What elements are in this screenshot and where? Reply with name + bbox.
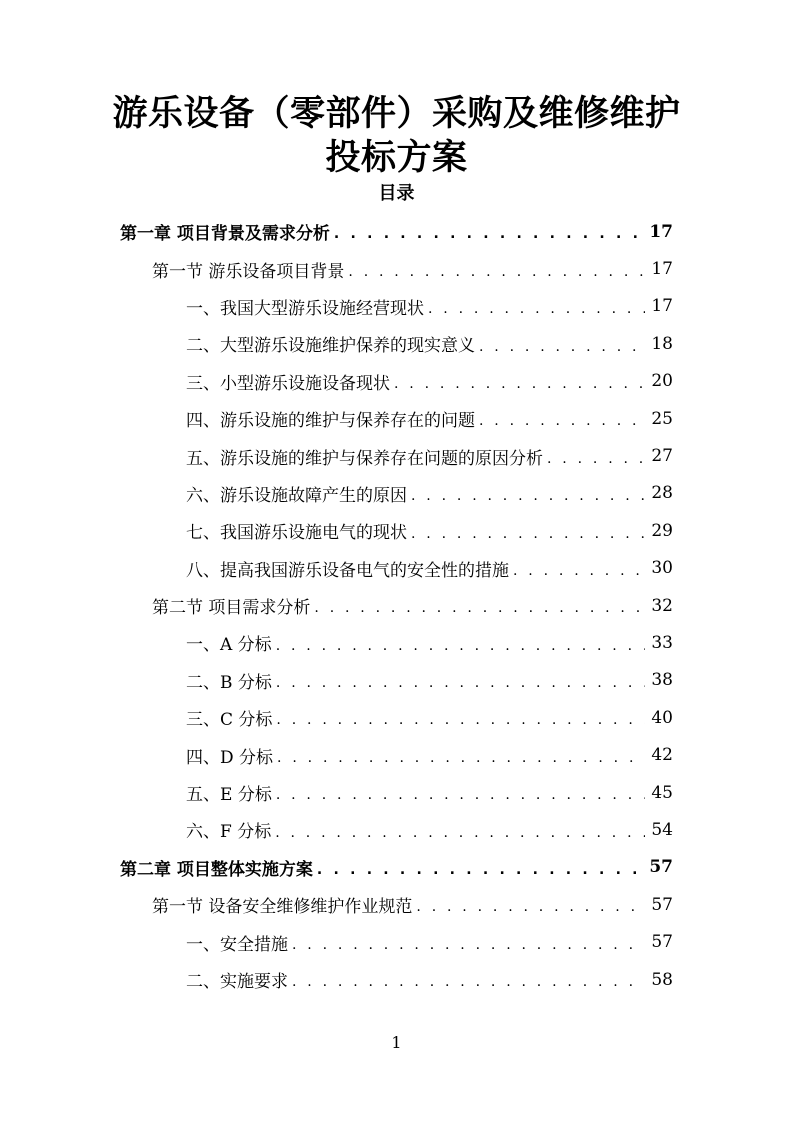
toc-entry-page: 30 [651,558,673,579]
toc-entry-item[interactable] [0,923,793,960]
toc-entry-title: 四、D 分标 [186,747,274,768]
toc-entry-title: 第一节 设备安全维修维护作业规范 [152,897,413,918]
toc-entry-title: 一、我国大型游乐设施经营现状 [186,298,424,319]
toc-dot-leader [513,564,645,587]
toc-entry-page: 38 [651,670,673,691]
toc-dot-leader [547,452,645,475]
toc-dot-leader [428,302,645,325]
toc-entry-item[interactable] [0,624,793,661]
toc-entry-item[interactable] [0,961,793,998]
toc-entry-page: 20 [651,371,673,392]
toc-entry-title: 三、小型游乐设施设备现状 [186,373,390,394]
toc-entry-title: 六、游乐设施故障产生的原因 [186,485,407,506]
toc-entry-chapter-2[interactable] [0,849,793,886]
toc-entry-page: 58 [651,969,673,990]
toc-entry-item[interactable] [0,699,793,736]
page-number: 1 [391,1033,402,1052]
toc-entry-section[interactable] [0,886,793,923]
document-title-line-2: 投标方案 [325,138,468,178]
toc-entry-title: 第一章 项目背景及需求分析 [120,224,330,245]
toc-dot-leader [276,676,645,699]
toc-entry-title: 二、大型游乐设施维护保养的现实意义 [186,336,475,357]
toc-entry-page: 32 [651,595,673,616]
toc-dot-leader [292,938,645,961]
toc-entry-item[interactable] [0,325,793,362]
toc-entry-item[interactable] [0,736,793,773]
toc-dot-leader [411,527,645,550]
toc-entry-title: 四、游乐设施的维护与保养存在的问题 [186,411,475,432]
toc-entry-page: 25 [651,408,673,429]
toc-entry-page: 45 [651,782,673,803]
toc-dot-leader [292,975,645,998]
toc-entry-page: 54 [651,819,673,840]
toc-dot-leader [275,826,645,849]
toc-dot-leader [416,900,645,923]
toc-entry-page: 17 [651,259,673,280]
document-title-line-1: 游乐设备（零部件）采购及维修维护 [112,94,681,134]
toc-dot-leader [394,377,645,400]
toc-dot-leader [276,788,645,811]
toc-entry-item[interactable] [0,475,793,512]
toc-entry-chapter-1[interactable] [0,213,793,250]
toc-entry-title: 八、提高我国游乐设备电气的安全性的措施 [186,560,509,581]
toc-entry-page: 40 [651,707,673,728]
toc-dot-leader [276,713,645,736]
table-of-contents [0,213,793,998]
toc-entry-title: 第二章 项目整体实施方案 [120,859,313,880]
toc-entry-title: 五、E 分标 [186,785,272,806]
toc-entry-item[interactable] [0,288,793,325]
toc-entry-item[interactable] [0,512,793,549]
toc-entry-page: 57 [651,932,673,953]
toc-entry-page: 18 [651,333,673,354]
toc-entry-page: 33 [651,632,673,653]
toc-dot-leader [479,340,645,363]
toc-entry-page: 57 [649,857,673,878]
toc-entry-item[interactable] [0,437,793,474]
toc-entry-section[interactable] [0,587,793,624]
toc-entry-item[interactable] [0,363,793,400]
toc-dot-leader [314,601,645,624]
toc-entry-title: 第一节 游乐设备项目背景 [152,261,345,282]
toc-entry-item[interactable] [0,811,793,848]
toc-entry-section[interactable] [0,250,793,287]
toc-entry-page: 57 [651,894,673,915]
toc-entry-title: 五、游乐设施的维护与保养存在问题的原因分析 [186,448,543,469]
toc-entry-title: 一、A 分标 [186,635,272,656]
toc-entry-item[interactable] [0,400,793,437]
toc-entry-page: 29 [651,520,673,541]
toc-entry-title: 第二节 项目需求分析 [152,598,311,619]
toc-dot-leader [277,751,645,774]
toc-entry-title: 二、实施要求 [186,972,288,992]
toc-dot-leader [411,489,645,512]
toc-entry-page: 28 [651,483,673,504]
toc-entry-page: 27 [651,446,673,467]
toc-entry-item[interactable] [0,662,793,699]
toc-dot-leader [334,227,643,250]
toc-dot-leader [276,639,645,662]
toc-entry-page: 42 [651,745,673,766]
toc-dot-leader [317,863,643,886]
toc-entry-title: 七、我国游乐设施电气的现状 [186,523,407,544]
toc-entry-item[interactable] [0,774,793,811]
toc-entry-title: 六、F 分标 [186,822,272,843]
toc-heading: 目录 [378,183,415,204]
toc-entry-item[interactable] [0,550,793,587]
toc-dot-leader [348,265,645,288]
toc-entry-title: 三、C 分标 [186,710,273,731]
toc-entry-title: 一、安全措施 [186,934,288,955]
toc-entry-page: 17 [649,221,673,242]
toc-entry-title: 二、B 分标 [186,672,272,693]
toc-entry-page: 17 [651,296,673,317]
toc-dot-leader [479,414,645,437]
